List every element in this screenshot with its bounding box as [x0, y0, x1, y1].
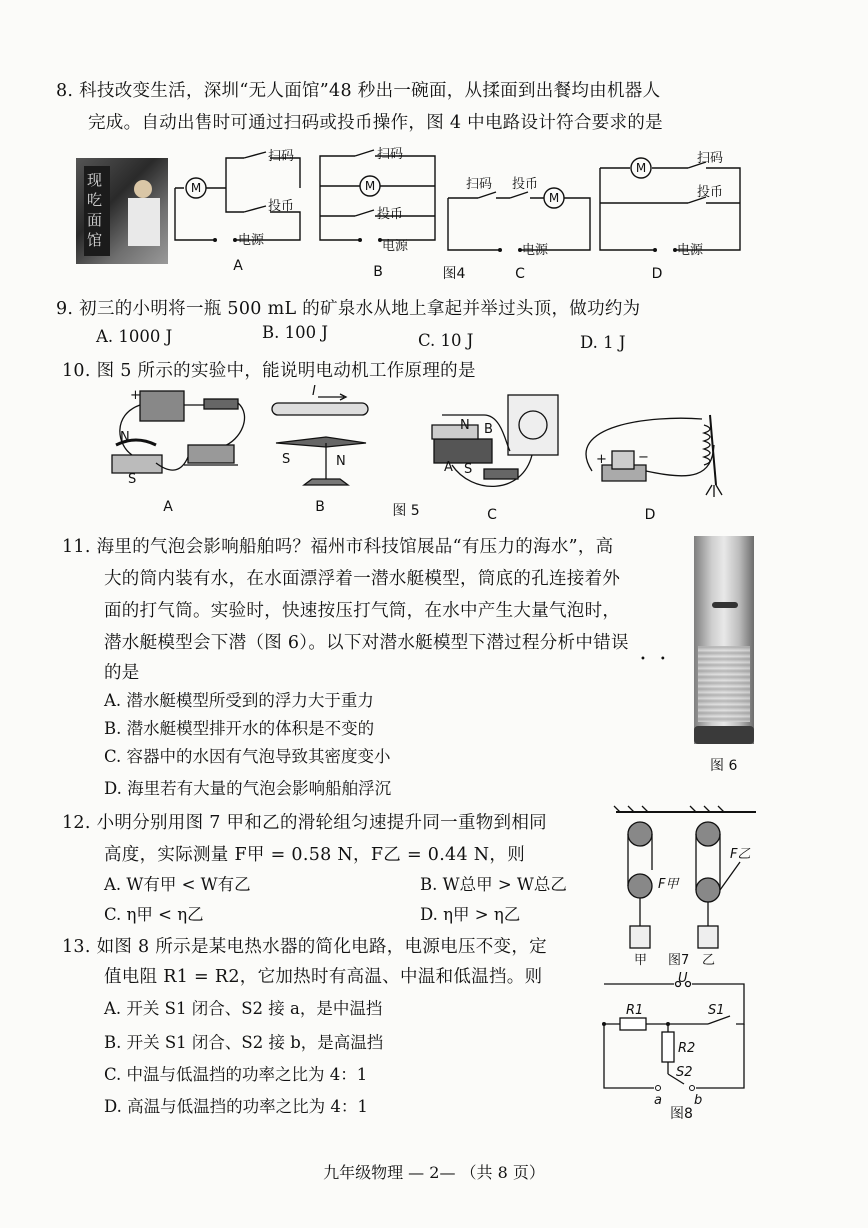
fig7-force-jia: F甲 — [658, 877, 679, 892]
fig8-caption: 图8 — [670, 1106, 693, 1122]
fig5d-plus: + — [596, 452, 607, 467]
fig5a-pole-s: S — [128, 472, 137, 487]
q9-option-a: A. 1000 J — [96, 327, 173, 346]
q8-stem-line1: 8. 科技改变生活，深圳“无人面馆”48 秒出一碗面，从揉面到出餐均由机器人 — [56, 81, 661, 101]
q11-stem-line5: 的是 — [104, 663, 140, 683]
fig7-caption: 图7 — [668, 953, 690, 968]
fig5c-pole-n: N — [460, 418, 470, 433]
submarine-cylinder-photo — [694, 536, 754, 744]
fig5-label-a: A — [163, 499, 173, 515]
fig5-caption: 图 5 — [392, 503, 420, 519]
switch-scan-d: 扫码 — [697, 151, 724, 166]
q12-stem-line2: 高度，实际测量 F甲 = 0.58 N，F乙 = 0.44 N，则 — [104, 845, 526, 865]
q11-stem-line4: 潜水艇模型会下潜（图 6）。以下对潜水艇模型下潜过程分析中错误 — [104, 633, 629, 653]
fig4-label-a: A — [233, 258, 243, 274]
switch-scan-a: 扫码 — [268, 149, 295, 164]
fig5-label-c: C — [487, 507, 497, 523]
q11-stem-line3: 面的打气筒。实验时，快速按压打气筒，在水中产生大量气泡时， — [104, 601, 621, 621]
q9-option-d: D. 1 J — [580, 333, 626, 352]
fig5c-wire-a: A — [444, 460, 453, 475]
figure-5-experiments — [92, 385, 752, 525]
q11-stem-line2: 大的筒内装有水，在水面漂浮着一潜水艇模型，筒底的孔连接着外 — [104, 569, 621, 589]
fig4-label-d: D — [651, 266, 663, 282]
figure-7-pulleys — [610, 806, 760, 968]
q11-stem-line1: 11. 海里的气泡会影响船舶吗？福州市科技馆展品“有压力的海水”，高 — [62, 537, 614, 557]
photo-char-2: 吃 — [87, 191, 103, 209]
q13-option-c: C. 中温与低温挡的功率之比为 4：1 — [104, 1065, 368, 1084]
switch-coin-a: 投币 — [268, 199, 295, 214]
fig4-caption: 图4 — [442, 266, 466, 282]
q12-option-b: B. W总甲 > W总乙 — [420, 875, 567, 894]
fig5d-minus: − — [638, 450, 649, 465]
fig8-r2: R2 — [678, 1041, 696, 1056]
emphasis-dots: •• — [640, 654, 680, 665]
fig8-s1: S1 — [708, 1003, 725, 1018]
q12-option-d: D. η甲 > η乙 — [420, 905, 521, 924]
fig4-label-b: B — [373, 264, 383, 280]
photo-char-1: 现 — [87, 171, 103, 189]
fig6-caption: 图 6 — [710, 758, 738, 774]
photo-char-4: 馆 — [87, 231, 103, 249]
q11-option-d: D. 海里若有大量的气泡会影响船舶浮沉 — [104, 779, 392, 798]
q11-option-c: C. 容器中的水因有气泡导致其密度变小 — [104, 747, 391, 766]
figure-4-circuits — [160, 147, 724, 288]
motor-symbol-c: M — [548, 191, 560, 205]
switch-scan-b: 扫码 — [377, 147, 404, 162]
motor-symbol-d: M — [635, 161, 647, 175]
switch-coin-b: 投币 — [377, 207, 404, 222]
switch-scan-c: 扫码 — [466, 177, 493, 192]
q12-option-c: C. η甲 < η乙 — [104, 905, 204, 924]
q13-option-a: A. 开关 S1 闭合、S2 接 a，是中温挡 — [104, 999, 383, 1018]
q11-option-b: B. 潜水艇模型排开水的体积是不变的 — [104, 719, 375, 738]
fig5a-pole-n: N — [120, 430, 130, 445]
fig8-voltage: U — [678, 971, 688, 986]
motor-symbol-b: M — [364, 179, 376, 193]
fig8-r1: R1 — [626, 1003, 644, 1018]
q12-option-a: A. W有甲 < W有乙 — [104, 875, 251, 894]
q9-stem: 9. 初三的小明将一瓶 500 mL 的矿泉水从地上拿起并举过头顶，做功约为 — [56, 299, 641, 319]
switch-coin-d: 投币 — [697, 185, 724, 200]
fig7-label-jia: 甲 — [634, 953, 648, 968]
photo-char-3: 面 — [87, 211, 103, 229]
q13-stem-line2: 值电阻 R1 = R2，它加热时有高温、中温和低温挡。则 — [104, 967, 543, 987]
fig5c-wire-b: B — [484, 422, 493, 437]
fig8-terminal-b: b — [694, 1093, 703, 1108]
q12-stem-line1: 12. 小明分别用图 7 甲和乙的滑轮组匀速提升同一重物到相同 — [62, 813, 547, 833]
q13-stem-line1: 13. 如图 8 所示是某电热水器的简化电路，电源电压不变，定 — [62, 937, 547, 957]
fig5a-plus: + — [130, 388, 141, 403]
fig7-force-yi: F乙 — [730, 847, 751, 862]
motor-symbol-a: M — [190, 181, 202, 195]
fig8-terminal-a: a — [654, 1093, 662, 1108]
noodle-shop-photo — [76, 158, 168, 264]
fig5-label-b: B — [315, 499, 325, 515]
fig4-label-c: C — [515, 266, 525, 282]
fig5b-current: I — [312, 384, 316, 399]
page-footer: 九年级物理 — 2— （共 8 页） — [323, 1163, 545, 1182]
q10-stem: 10. 图 5 所示的实验中，能说明电动机工作原理的是 — [62, 361, 476, 381]
fig8-s2: S2 — [676, 1065, 693, 1080]
power-c: 电源 — [522, 243, 549, 258]
q11-option-a: A. 潜水艇模型所受到的浮力大于重力 — [104, 691, 374, 710]
q9-option-b: B. 100 J — [262, 323, 328, 342]
power-b: 电源 — [382, 239, 409, 254]
figure-8-circuit — [596, 972, 756, 1122]
q13-option-b: B. 开关 S1 闭合、S2 接 b，是高温挡 — [104, 1033, 384, 1052]
fig5b-pole-s: S — [282, 452, 291, 467]
switch-coin-c: 投币 — [512, 177, 539, 192]
power-d: 电源 — [677, 243, 704, 258]
q8-stem-line2: 完成。自动出售时可通过扫码或投币操作，图 4 中电路设计符合要求的是 — [88, 113, 663, 133]
fig5b-pole-n: N — [336, 454, 346, 469]
q9-option-c: C. 10 J — [418, 331, 474, 350]
power-a: 电源 — [238, 233, 265, 248]
q13-option-d: D. 高温与低温挡的功率之比为 4：1 — [104, 1097, 368, 1116]
fig5-label-d: D — [644, 507, 656, 523]
fig5c-pole-s: S — [464, 462, 473, 477]
fig7-label-yi: 乙 — [702, 953, 716, 968]
